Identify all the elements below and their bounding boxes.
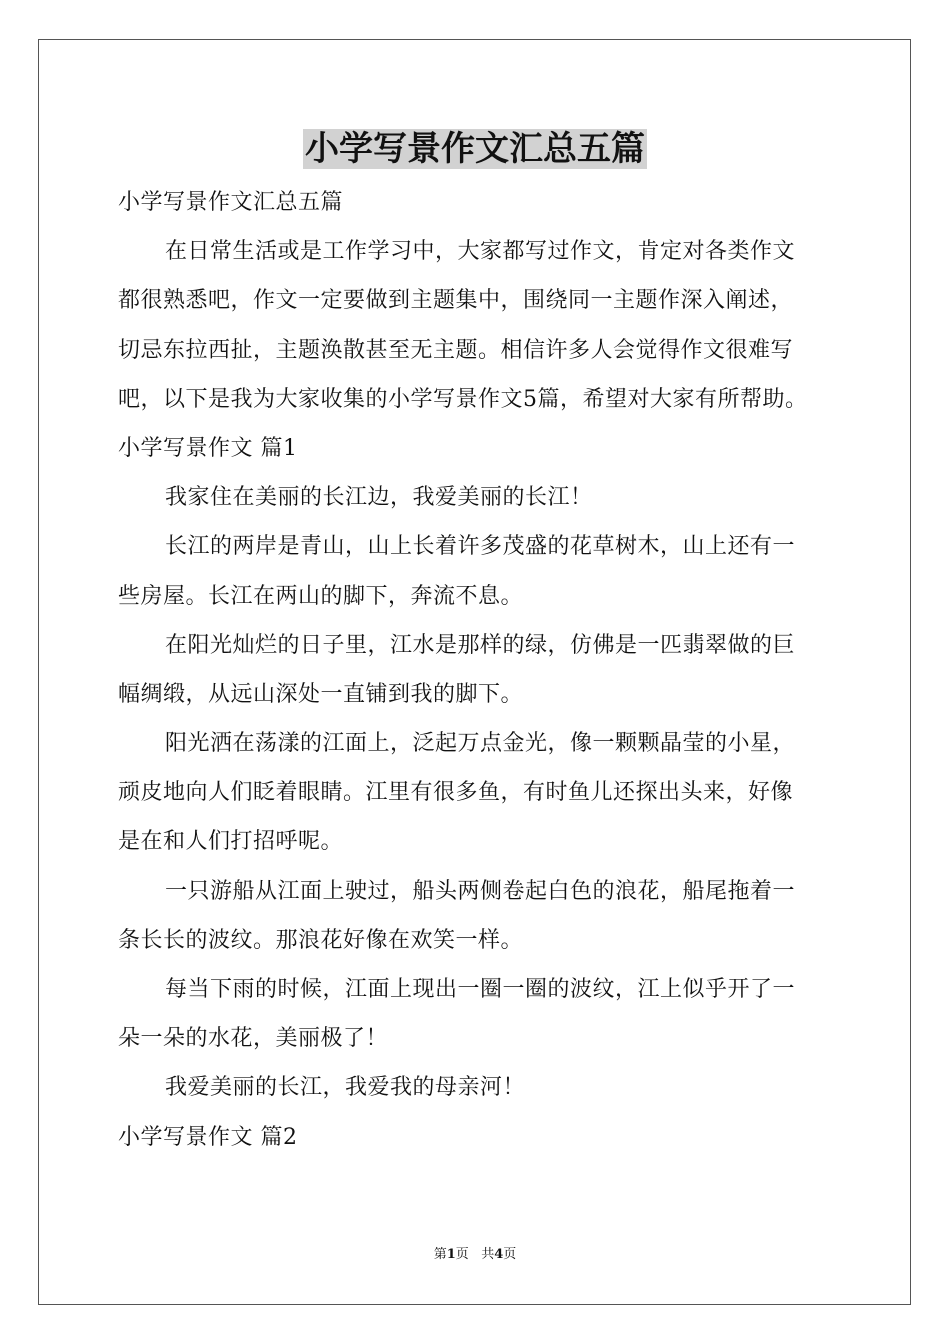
text-line: 小学写景作文 篇2 <box>118 1124 298 1150</box>
text-line: 切忌东拉西扯，主题涣散甚至无主题。相信许多人会觉得作文很难写 <box>118 337 794 363</box>
document-title-text: 小学写景作文汇总五篇 <box>305 129 645 169</box>
footer-page-total: 4 <box>494 1247 504 1262</box>
text-line: 我爱美丽的长江，我爱我的母亲河！ <box>165 1075 526 1101</box>
text-line: 条长长的波纹。那浪花好像在欢笑一样。 <box>118 927 524 953</box>
text-line: 都很熟悉吧，作文一定要做到主题集中，围绕同一主题作深入阐述， <box>118 288 794 314</box>
text-line: 幅绸缎，从远山深处一直铺到我的脚下。 <box>118 681 524 707</box>
footer-total-prefix: 共 <box>481 1247 495 1262</box>
text-line: 一只游船从江面上驶过，船头两侧卷起白色的浪花，船尾拖着一 <box>165 878 796 904</box>
text-line: 些房屋。长江在两山的脚下，奔流不息。 <box>118 583 524 609</box>
text-line: 在日常生活或是工作学习中，大家都写过作文，肯定对各类作文 <box>165 239 796 265</box>
text-line: 朵一朵的水花，美丽极了！ <box>118 1026 389 1052</box>
text-line: 是在和人们打招呼呢。 <box>118 829 344 855</box>
footer-page-current: 1 <box>446 1247 456 1262</box>
text-line: 长江的两岸是青山，山上长着许多茂盛的花草树木，山上还有一 <box>165 534 796 560</box>
text-line: 在阳光灿烂的日子里，江水是那样的绿，仿佛是一匹翡翠做的巨 <box>165 632 796 658</box>
text-line: 吧，以下是我为大家收集的小学写景作文5篇，希望对大家有所帮助。 <box>118 386 808 412</box>
page-footer <box>0 1246 950 1264</box>
document-body <box>118 178 838 1162</box>
text-line: 顽皮地向人们眨着眼睛。江里有很多鱼，有时鱼儿还探出头来，好像 <box>118 780 794 806</box>
footer-page-prefix: 第 <box>433 1247 447 1262</box>
text-line: 我家住在美丽的长江边，我爱美丽的长江！ <box>165 485 593 511</box>
document-title <box>0 127 950 171</box>
footer-page-suffix: 页 <box>455 1247 469 1262</box>
text-line: 小学写景作文汇总五篇 <box>118 190 344 215</box>
text-line: 每当下雨的时候，江面上现出一圈一圈的波纹，江上似乎开了一 <box>165 977 796 1002</box>
text-line: 阳光洒在荡漾的江面上，泛起万点金光，像一颗颗晶莹的小星， <box>165 731 796 757</box>
text-line: 小学写景作文 篇1 <box>118 435 298 461</box>
footer-total-suffix: 页 <box>503 1247 517 1262</box>
